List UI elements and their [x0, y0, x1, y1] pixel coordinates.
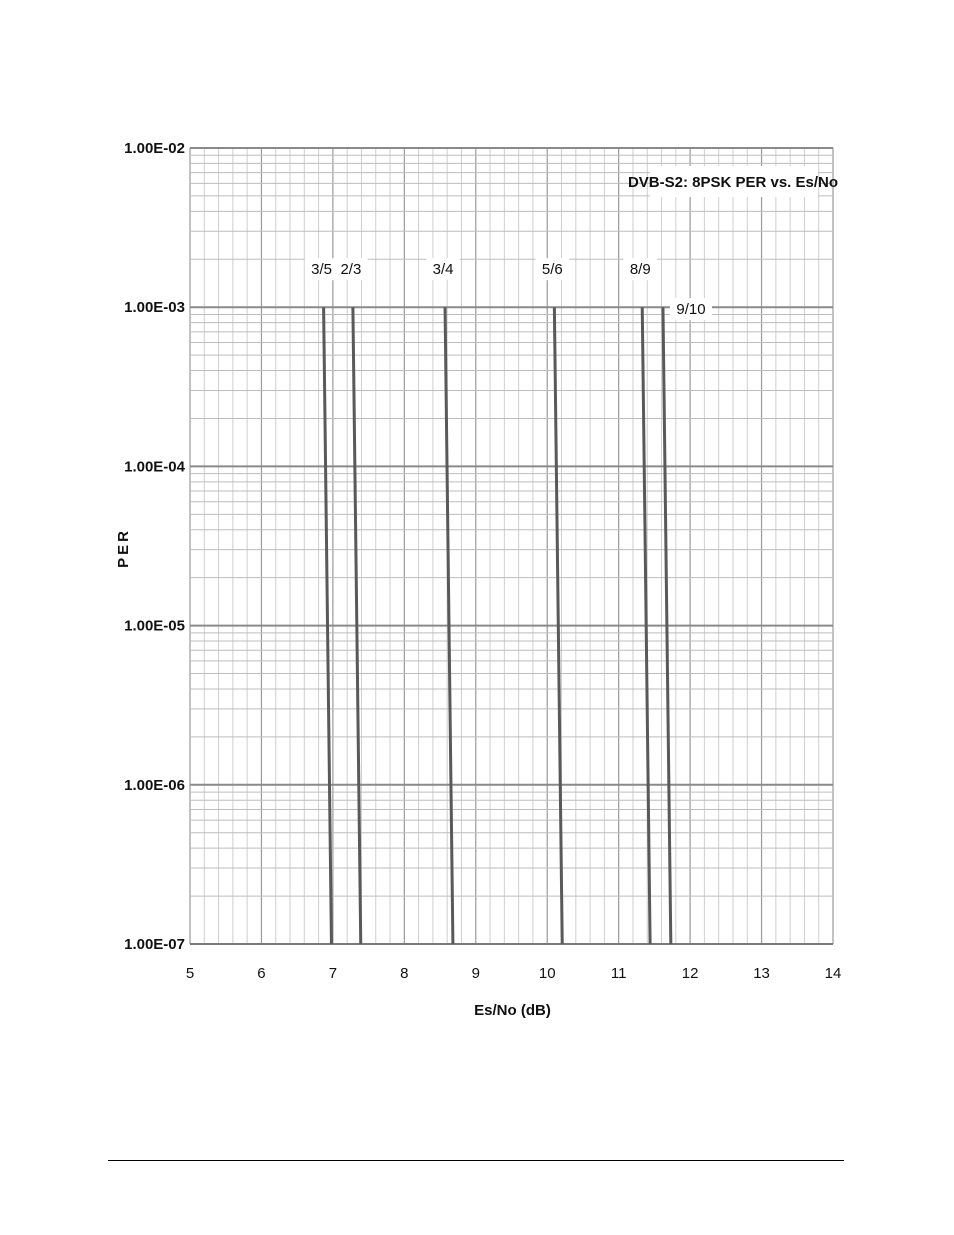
- grid: [190, 148, 833, 944]
- y-tick-label: 1.00E-02: [124, 140, 185, 157]
- tick-labels: [124, 140, 841, 982]
- x-tick-label: 9: [471, 965, 480, 982]
- x-tick-label: 5: [185, 965, 195, 982]
- series-label: 8/9: [629, 261, 651, 279]
- x-axis-label: Es/No (dB): [474, 1002, 551, 1019]
- series-label: 2/3: [340, 261, 362, 279]
- chart-title-box: [628, 166, 838, 197]
- x-tick-label: 10: [538, 965, 556, 982]
- x-tick-label: 11: [610, 965, 627, 982]
- series-label: 5/6: [541, 261, 563, 279]
- x-tick-label: 8: [400, 965, 409, 982]
- chart-title: DVB-S2: 8PSK PER vs. Es/No: [627, 174, 839, 191]
- series-labels: [305, 258, 712, 320]
- y-tick-label: 1.00E-06: [124, 776, 185, 794]
- series-label: 3/5: [311, 261, 333, 279]
- footer-rule: [108, 1160, 844, 1161]
- x-tick-label: 13: [753, 965, 770, 982]
- series-label: 3/4: [432, 261, 454, 279]
- y-tick-label: 1.00E-05: [124, 617, 185, 635]
- y-tick-label: 1.00E-03: [124, 299, 185, 317]
- series-label: 9/10: [676, 301, 706, 319]
- y-axis-label: PER: [115, 528, 132, 568]
- y-tick-label: 1.00E-04: [124, 458, 185, 476]
- x-tick-label: 14: [824, 965, 842, 982]
- x-tick-label: 7: [328, 965, 338, 982]
- x-tick-label: 6: [257, 965, 266, 982]
- x-tick-label: 12: [681, 965, 699, 982]
- y-tick-label: 1.00E-07: [124, 936, 185, 953]
